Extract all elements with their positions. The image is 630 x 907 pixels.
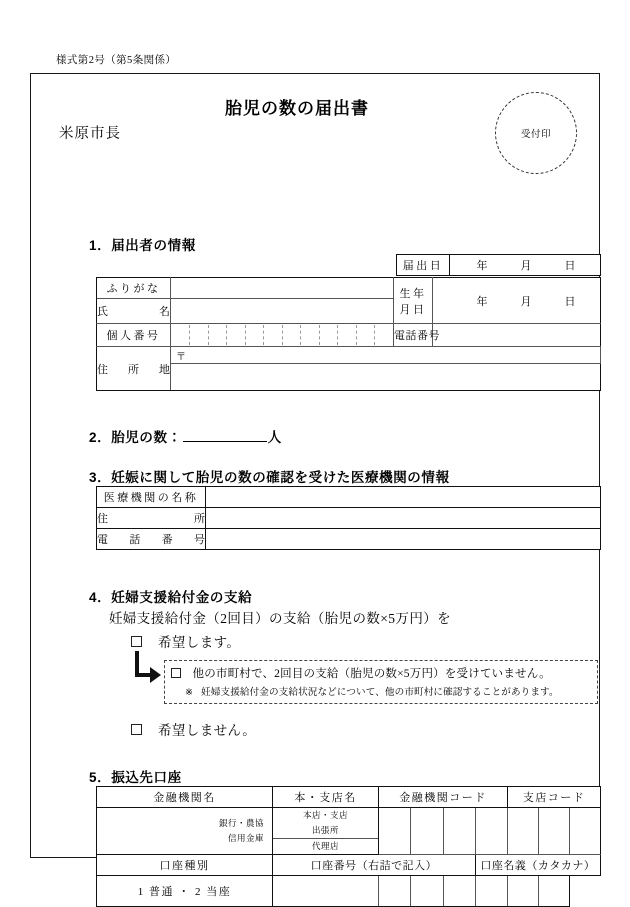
my-number-label: 個人番号: [97, 324, 171, 347]
table-row: [97, 364, 601, 391]
table-row: [97, 278, 601, 299]
checkbox-icon[interactable]: [131, 636, 142, 647]
bank-code-header: 金融機関コード: [379, 787, 508, 808]
name-input[interactable]: [171, 299, 394, 324]
branch-kind-option-2[interactable]: 出張所: [273, 823, 378, 839]
benefit-request-yes-option[interactable]: [131, 631, 240, 651]
receipt-seal-label: 受付印: [520, 130, 551, 140]
elbow-arrow-icon: [135, 651, 163, 683]
table-row: [97, 487, 601, 508]
account-number-cell[interactable]: [411, 876, 443, 907]
branch-code-cell[interactable]: [539, 808, 570, 855]
account-number-cell[interactable]: [273, 876, 379, 907]
my-number-grid: [171, 325, 393, 345]
bank-kind-option-1[interactable]: 銀行・農協: [218, 818, 264, 829]
hospital-address-label: 住 所: [97, 508, 206, 529]
bank-name-header: 金融機関名: [97, 787, 273, 808]
bank-code-cell[interactable]: [443, 808, 475, 855]
note-mark-icon: ※: [185, 687, 194, 698]
section-5-heading: 5．振込先口座: [89, 770, 182, 785]
checkbox-icon[interactable]: [131, 724, 142, 735]
other-municipality-checkbox-row[interactable]: [171, 665, 591, 681]
other-municipality-checkbox-label: 他の市町村で、2回目の支給（胎児の数×5万円）を受けていません。: [192, 668, 551, 680]
other-municipality-note-text: [171, 684, 591, 698]
phone-label: 電話番号: [394, 324, 433, 347]
address-input[interactable]: [171, 364, 601, 391]
receipt-seal-area: [495, 92, 577, 174]
account-number-cell[interactable]: [539, 876, 570, 907]
branch-code-cell[interactable]: [508, 808, 539, 855]
account-number-cell[interactable]: [379, 876, 411, 907]
address-label: 住 所 地: [97, 347, 171, 391]
account-holder-header: 口座名義（カタカナ）: [475, 855, 600, 876]
table-row: [97, 529, 601, 550]
hospital-name-input[interactable]: [206, 487, 601, 508]
page-title: 胎児の数の届出書: [225, 99, 369, 118]
applicant-info-table: [96, 277, 601, 391]
table-row: [397, 255, 601, 276]
birth-day-unit: 日: [564, 295, 576, 308]
postal-mark-icon: 〒: [176, 351, 186, 363]
name-label: 氏 名: [97, 299, 171, 324]
section-2-heading: [89, 426, 282, 446]
filing-date-field[interactable]: [450, 255, 601, 276]
account-number-cell[interactable]: [443, 876, 475, 907]
bank-name-input[interactable]: [97, 808, 273, 855]
hospital-phone-label: 電 話 番 号: [97, 529, 206, 550]
filing-date-label: 届出日: [397, 255, 450, 276]
hospital-info-table: [96, 486, 601, 550]
my-number-cells[interactable]: [171, 324, 394, 347]
postal-code-input[interactable]: [171, 347, 601, 364]
account-type-header: 口座種別: [97, 855, 273, 876]
filing-date-year-unit: 年: [476, 260, 488, 272]
bank-code-cell[interactable]: [475, 808, 507, 855]
section-2-label: 2．胎児の数：: [89, 430, 182, 445]
filing-date-table: [396, 254, 601, 276]
branch-code-cell[interactable]: [570, 808, 601, 855]
furigana-label: ふりがな: [97, 278, 171, 299]
branch-name-input[interactable]: [273, 808, 379, 855]
table-row: [171, 325, 393, 345]
addressee: 米原市長: [59, 126, 121, 142]
other-municipality-note-box: [164, 660, 598, 704]
benefit-request-no-label: 希望しません。: [158, 723, 257, 738]
account-number-header: 口座番号（右詰で記入）: [273, 855, 476, 876]
birthdate-label-line2: 月日: [399, 303, 427, 316]
birthdate-field[interactable]: [433, 278, 601, 324]
benefit-request-yes-label: 希望します。: [158, 635, 241, 650]
table-row: [97, 347, 601, 364]
section-4-lead-text: 妊婦支援給付金（2回目）の支給（胎児の数×5万円）を: [109, 611, 452, 626]
form-number: 様式第2号（第5条関係）: [56, 55, 177, 66]
table-row: [97, 324, 601, 347]
hospital-phone-input[interactable]: [206, 529, 601, 550]
furigana-input[interactable]: [171, 278, 394, 299]
birth-month-unit: 月: [520, 295, 532, 308]
section-3-heading: 3．妊娠に関して胎児の数の確認を受けた医療機関の情報: [89, 470, 450, 485]
table-row: [97, 808, 601, 855]
table-row: [97, 876, 601, 907]
filing-date-day-unit: 日: [564, 260, 576, 272]
account-type-input[interactable]: 1 普通 ・ 2 当座: [97, 876, 273, 907]
bank-account-table: [96, 786, 601, 907]
table-row: [97, 855, 601, 876]
branch-kind-option-1[interactable]: 本店・支店: [302, 810, 348, 821]
account-number-cell[interactable]: [475, 876, 507, 907]
section-4-heading: 4．妊婦支援給付金の支給: [89, 590, 253, 605]
bank-kind-option-2[interactable]: 信用金庫: [227, 833, 264, 843]
hospital-name-label: 医療機関の名称: [97, 487, 206, 508]
checkbox-icon[interactable]: [171, 668, 181, 678]
benefit-request-no-option[interactable]: [131, 719, 256, 739]
account-number-cell[interactable]: [508, 876, 539, 907]
section-1-heading: 1．届出者の情報: [89, 238, 196, 253]
fetus-count-unit: 人: [267, 430, 282, 445]
birthdate-label-line1: 生年: [399, 287, 427, 300]
filing-date-month-unit: 月: [520, 260, 532, 272]
bank-code-cell[interactable]: [379, 808, 411, 855]
hospital-address-input[interactable]: [206, 508, 601, 529]
birthdate-label: [394, 278, 433, 324]
branch-name-header: 本・支店名: [273, 787, 379, 808]
table-row: [97, 508, 601, 529]
branch-kind-option-3[interactable]: 代理店: [311, 840, 339, 851]
bank-code-cell[interactable]: [411, 808, 443, 855]
note-body: 妊婦支援給付金の支給状況などについて、他の市町村に確認することがあります。: [201, 687, 559, 698]
birth-year-unit: 年: [476, 295, 488, 308]
branch-code-header: 支店コード: [508, 787, 601, 808]
table-row: [97, 787, 601, 808]
page-frame: [30, 73, 600, 898]
fetus-count-input[interactable]: [183, 441, 267, 442]
phone-input[interactable]: [433, 324, 601, 347]
